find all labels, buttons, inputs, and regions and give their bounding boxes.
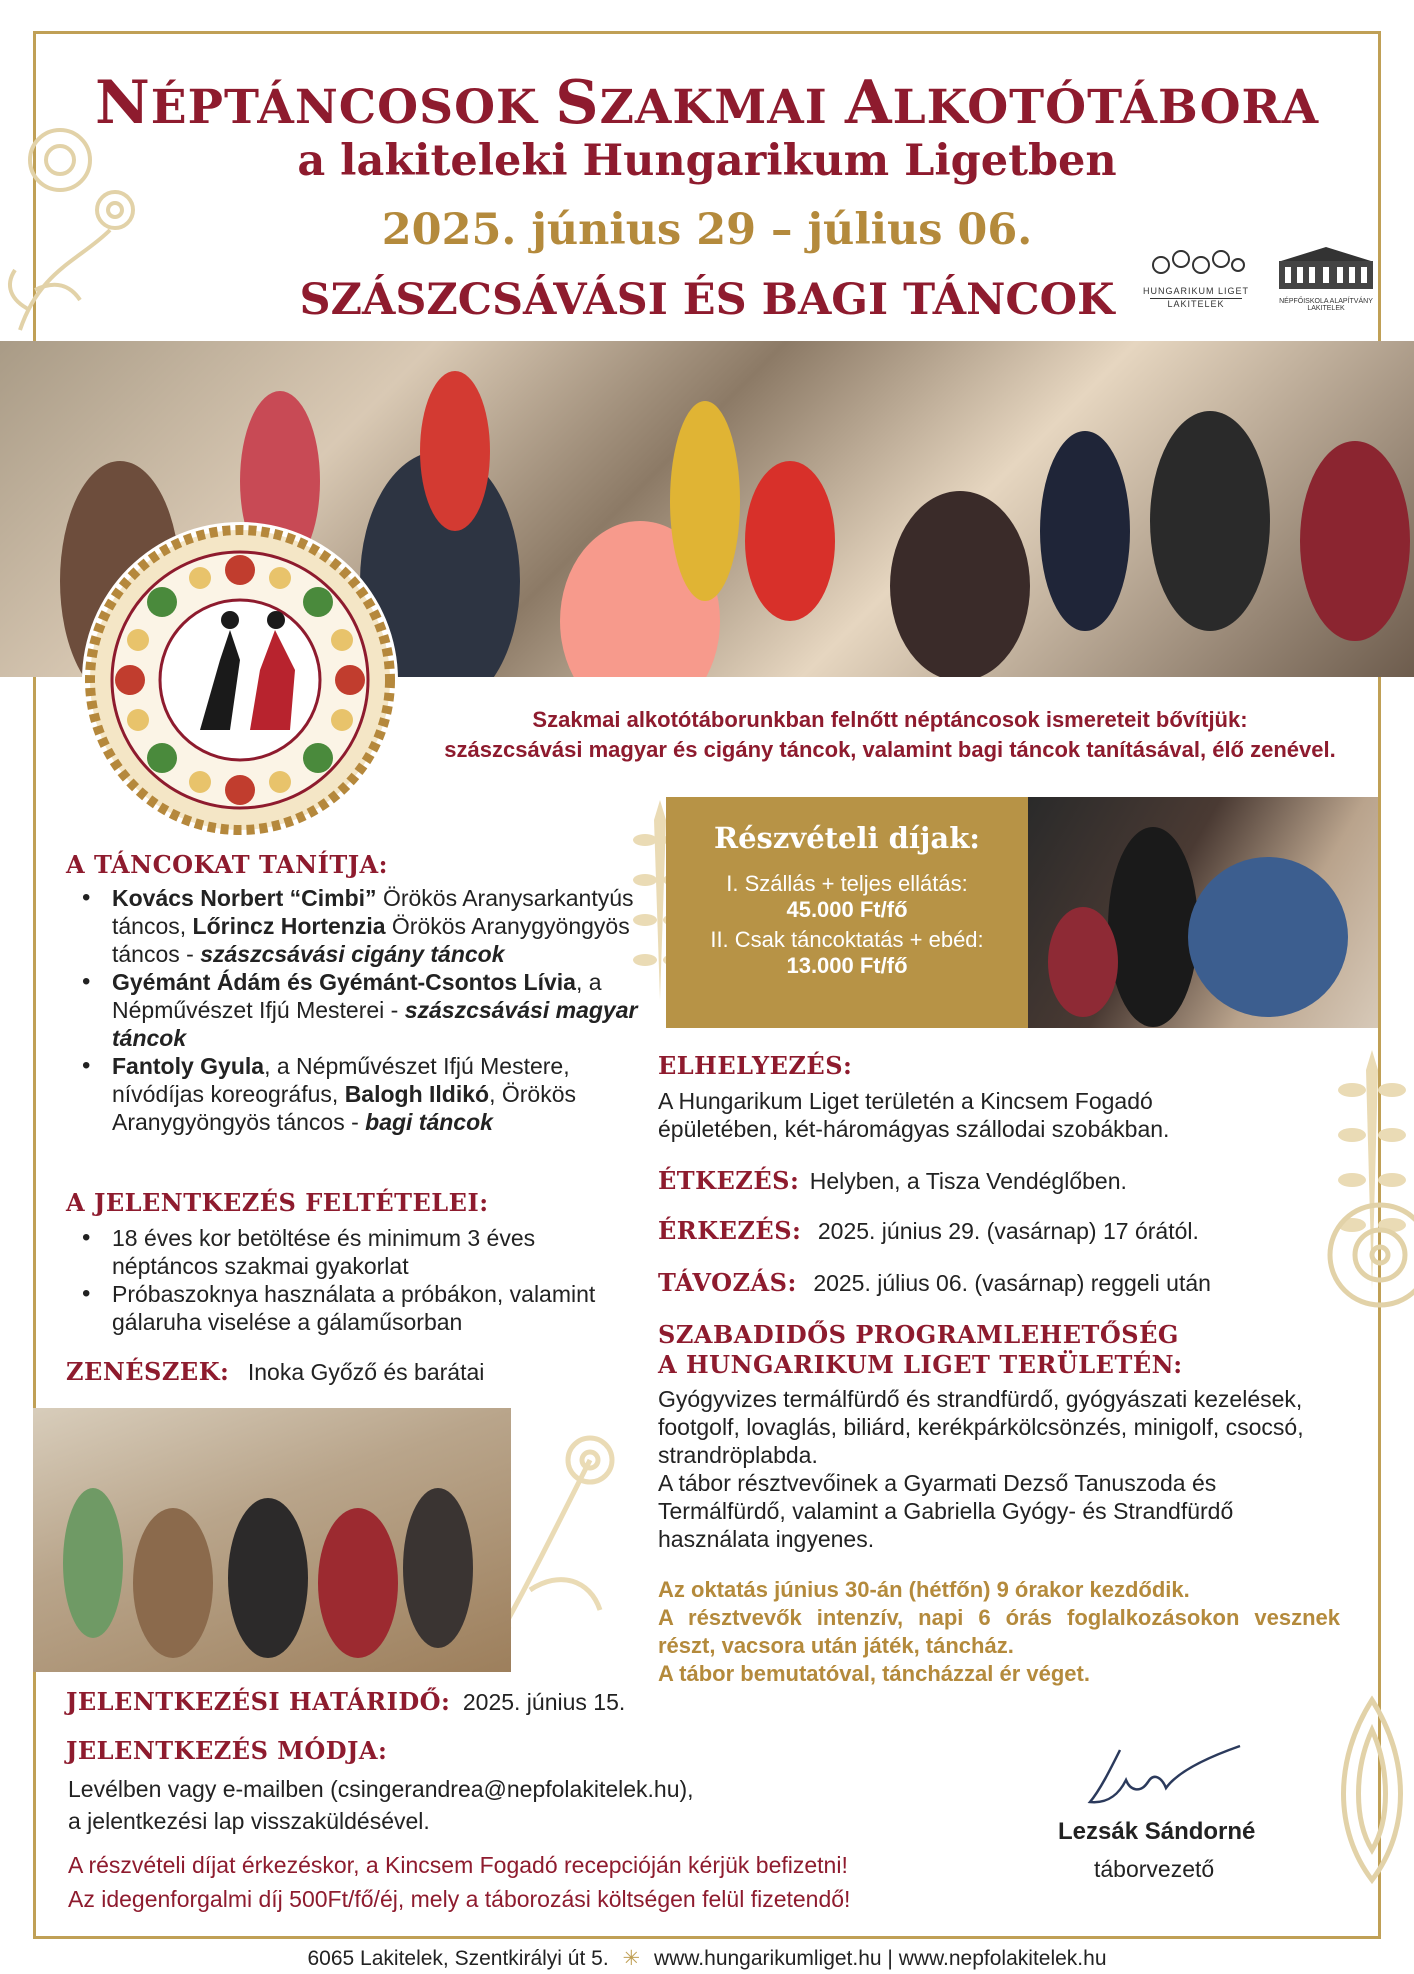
accommodation-text: A Hungarikum Liget területén a Kincsem Fogadó épületében, két-háromágyas szállodai szobákban. xyxy=(658,1088,1170,1142)
deadline-row: JELENTKEZÉSI HATÁRIDŐ: 2025. június 15. xyxy=(66,1687,626,1716)
payment-notes: A részvételi díjat érkezéskor, a Kincsem Fogadó recepcióján kérjük befizetni! Az idegenforgalmi díj 500Ft/fő/éj, mely a táborozási költségen felül fizetendő! xyxy=(68,1852,851,1912)
schedule-text: Az oktatás június 30-án (hétfőn) 9 órakor kezdődik. A résztvevők intenzív, napi 6 órás foglalkozásokon vesznek részt, vacsora után játék, táncház. A tábor bemutatóval, táncházzal ér véget. xyxy=(658,1577,1340,1686)
leisure-heading: SZABADIDŐS PROGRAMLEHETŐSÉG A HUNGARIKUM LIGET TERÜLETÉN: xyxy=(658,1320,1183,1379)
teachers-heading: A TÁNCOKAT TANÍTJA: xyxy=(66,850,389,879)
couple-dance-photo xyxy=(1028,797,1378,1028)
footer: 6065 Lakitelek, Szentkirályi út 5. ✳ www.hungarikumliget.hu | www.nepfolakitelek.hu xyxy=(307,1947,1107,1970)
signatory-role: táborvezető xyxy=(1094,1856,1215,1882)
dancers-photo-small xyxy=(33,1408,511,1672)
separator-icon: ✳ xyxy=(622,1947,641,1970)
event-theme: SZÁSZCSÁVÁSI ÉS BAGI TÁNCOK xyxy=(299,275,1115,325)
flower-ornament-right xyxy=(1300,1190,1414,1320)
list-item: • Fantoly Gyula, a Népművészet Ifjú Mestere, nívódíjas koreográfus, Balogh Ildikó, Örökös Aranygyöngyös táncos - bagi táncok xyxy=(68,1052,638,1136)
arrival-row: ÉRKEZÉS: 2025. június 29. (vasárnap) 17 órától. xyxy=(658,1216,1199,1245)
leisure-text: Gyógyvizes termálfürdő és strandfürdő, gyógyászati kezelések, footgolf, lovaglás, biliárd, kerékpárkölcsönzés, minigolf, csocsó, strandröplabda. A tábor résztvevőinek a Gyarmati Dezső Tanuszoda és Termálfürdő, valamint a Gabriella Gyógy- és Strandfürdő használata ingyenes. xyxy=(658,1386,1304,1552)
accommodation-heading: ELHELYEZÉS: xyxy=(658,1051,853,1080)
event-dates: 2025. június 29 – július 06. xyxy=(381,205,1033,255)
hungarikum-logo-icon xyxy=(1146,245,1246,281)
requirements-list xyxy=(68,1224,628,1336)
intro-text: Szakmai alkotótáborunkban felnőtt néptáncosok ismereteit bővítjük: szászcsávási magyar és cigány táncok, valamint bagi táncok tanításával, élő zenével. xyxy=(444,707,1336,762)
hungarikum-liget-logo: HUNGARIKUM LIGET LAKITELEK xyxy=(1140,245,1252,309)
list-item: • Próbaszoknya használata a próbákon, valamint gálaruha viselése a gálaműsorban xyxy=(68,1280,628,1336)
meals-row: ÉTKEZÉS: Helyben, a Tisza Vendéglőben. xyxy=(658,1166,1127,1195)
page-subtitle: a lakiteleki Hungarikum Ligetben xyxy=(297,136,1117,186)
list-item: • 18 éves kor betöltése és minimum 3 éves néptáncos szakmai gyakorlat xyxy=(68,1224,628,1280)
apply-text: Levélben vagy e-mailben (csingerandrea@nepfolakitelek.hu), a jelentkezési lap visszaküldésével. xyxy=(68,1776,694,1834)
requirements-heading: A JELENTKEZÉS FELTÉTELEI: xyxy=(66,1188,489,1217)
page-title: NÉPTÁNCOSOK SZAKMAI ALKOTÓTÁBORA xyxy=(94,68,1320,138)
nepfoiskola-logo: NÉPFŐISKOLA ALAPÍTVÁNY LAKITELEK xyxy=(1268,245,1384,312)
signatory-name: Lezsák Sándorné xyxy=(1058,1818,1256,1845)
teachers-list xyxy=(68,884,638,1136)
signature-image xyxy=(1080,1730,1250,1810)
musicians-row: ZENÉSZEK: Inoka Győző és barátai xyxy=(66,1357,485,1386)
leaf-ornament-right-bottom xyxy=(1330,1690,1414,1890)
list-item: • Gyémánt Ádám és Gyémánt-Csontos Lívia, a Népművészet Ifjú Mesterei - szászcsávási magyar táncok xyxy=(68,968,638,1052)
website-links[interactable]: www.hungarikumliget.hu | www.nepfolakitelek.hu xyxy=(653,1947,1107,1970)
apply-heading: JELENTKEZÉS MÓDJA: xyxy=(66,1736,388,1765)
building-icon xyxy=(1271,245,1381,293)
fees-box: Részvételi díjak: I. Szállás + teljes ellátás: 45.000 Ft/fő II. Csak táncoktatás + ebéd: 13.000 Ft/fő xyxy=(666,797,1028,1028)
departure-row: TÁVOZÁS: 2025. július 06. (vasárnap) reggeli után xyxy=(658,1268,1211,1297)
decorative-plate-image xyxy=(80,520,400,840)
list-item: • Kovács Norbert “Cimbi” Örökös Aranysarkantyús táncos, Lőrincz Hortenzia Örökös Aranygyöngyös táncos - szászcsávási cigány táncok xyxy=(68,884,638,968)
